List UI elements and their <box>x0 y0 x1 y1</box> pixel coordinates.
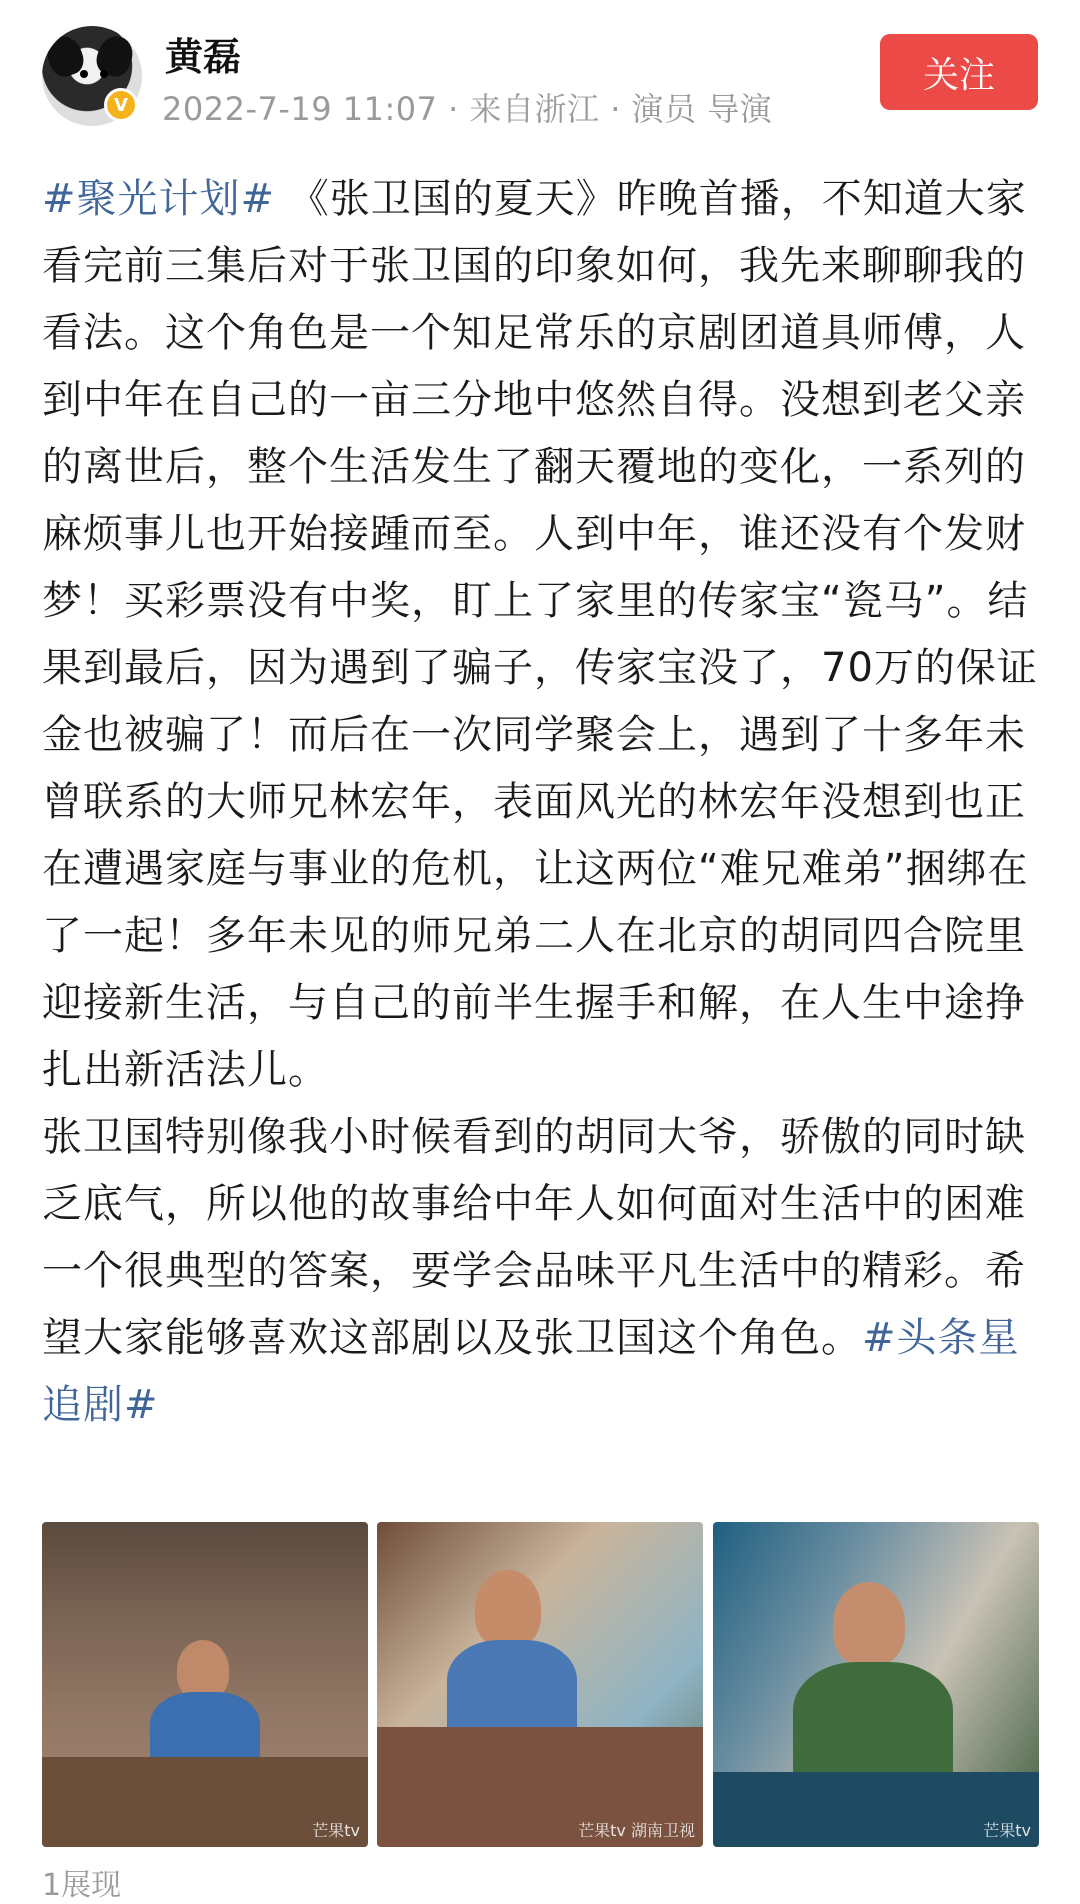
watermark-3: 芒果tv <box>983 1821 1031 1840</box>
image-grid <box>42 1522 1040 1847</box>
follow-button[interactable]: 关注 <box>880 34 1038 110</box>
person-head <box>833 1582 905 1666</box>
avatar-eye-left <box>80 70 88 78</box>
paragraph-1-text: 《张卫国的夏天》昨晚首播，不知道大家看完前三集后对于张卫国的印象如何，我先来聊聊我的看法。这个角色是一个知足常乐的京剧团道具师傅，人到中年在自己的一亩三分地中悠然自得。没想到老父亲的离世后，整个生活发生了翻天覆地的变化，一系列的麻烦事儿也开始接踵而至。人到中年，谁还没有个发财梦！买彩票没有中奖，盯上了家里的传家宝“瓷马”。结果到最后，因为遇到了骗子，传家宝没了，70万的保证金也被骗了！而后在一次同学聚会上，遇到了十多年未曾联系的大师兄林宏年，表面风光的林宏年没想到也正在遭遇家庭与事业的危机，让这两位“难兄难弟”捆绑在了一起！多年未见的师兄弟二人在北京的胡同四合院里迎接新生活，与自己的前半生握手和解，在人生中途挣扎出新活法儿。 <box>42 176 1038 1093</box>
window-photo[interactable] <box>377 1522 703 1847</box>
person-shirt <box>447 1640 577 1740</box>
post-body <box>42 166 1042 1439</box>
person-shirt <box>793 1662 953 1782</box>
post-paragraph-2 <box>42 1104 1042 1439</box>
avatar-eye-right <box>100 70 108 78</box>
verified-badge-icon: V <box>104 88 138 122</box>
post-paragraph-1 <box>42 166 1042 1104</box>
view-count: 1展现 <box>42 1868 122 1903</box>
hashtag-spotlight[interactable]: #聚光计划# <box>42 176 276 222</box>
watermark-1: 芒果tv <box>312 1821 360 1840</box>
paragraph-2-text: 张卫国特别像我小时候看到的胡同大爷，骄傲的同时缺乏底气，所以他的故事给中年人如何面对生活中的困难一个很典型的答案，要学会品味平凡生活中的精彩。希望大家能够喜欢这部剧以及张卫国这个角色。 <box>42 1114 1026 1361</box>
watermark-2: 芒果tv 湖南卫视 <box>578 1821 695 1840</box>
post-header <box>0 0 1080 150</box>
car-photo[interactable] <box>713 1522 1039 1847</box>
person-head <box>475 1570 541 1648</box>
post-meta: 2022-7-19 11:07 · 来自浙江 · 演员 导演 <box>162 90 773 128</box>
workshop-photo[interactable] <box>42 1522 368 1847</box>
hashtag-star-drama[interactable]: #头条星追剧# <box>42 1315 1020 1428</box>
person-head <box>177 1640 229 1700</box>
username[interactable]: 黄磊 <box>165 35 242 79</box>
